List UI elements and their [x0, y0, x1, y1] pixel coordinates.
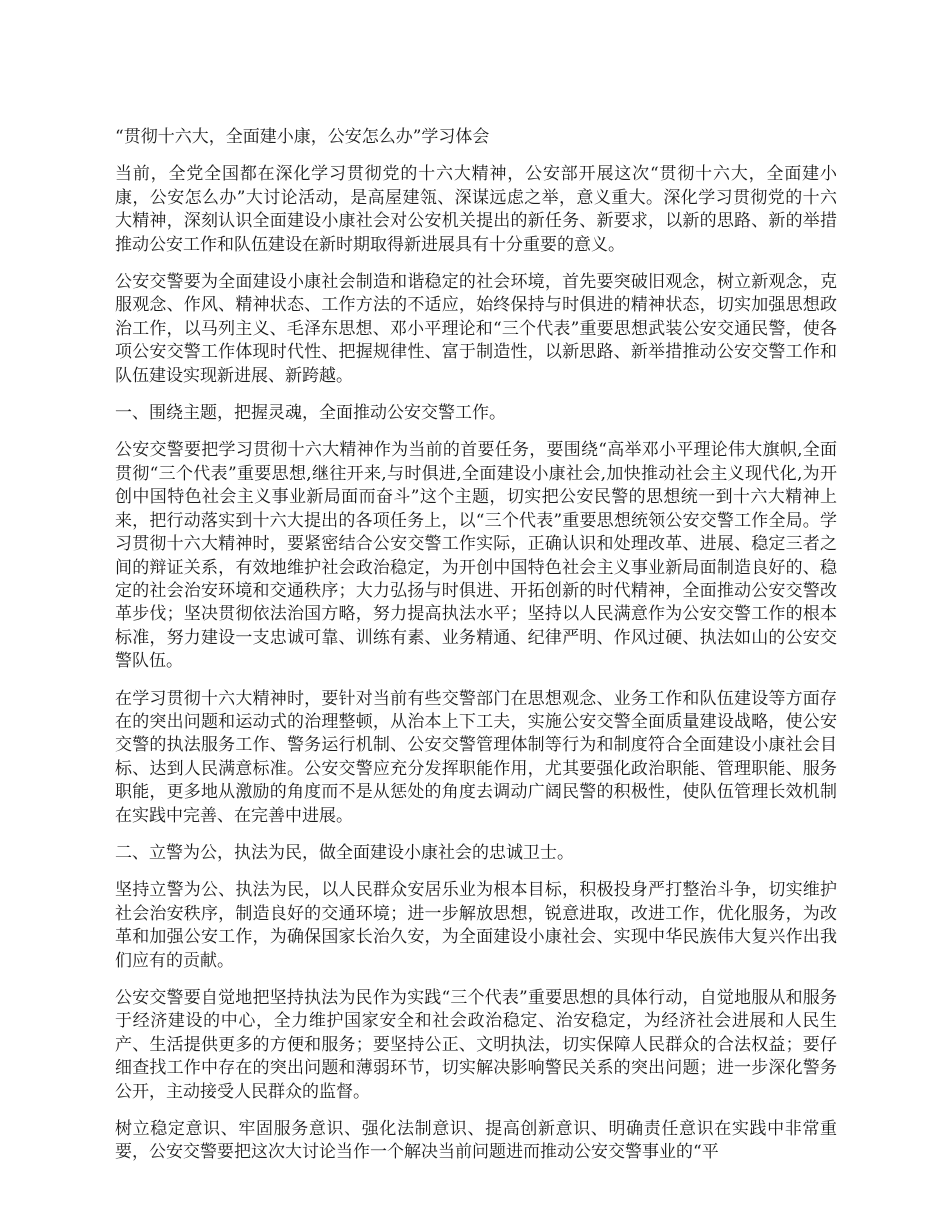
document-title: “贯彻十六大，全面建小康，公安怎么办”学习体会 — [115, 127, 490, 147]
paragraph-quality: 在学习贯彻十六大精神时，要针对当前有些交警部门在思想观念、业务工作和队伍建设等方面存在的突出问题和运动式的治理整顿，从治本上下工夫，实施公安交警全面质量建设战略，使公安交警的执法服务工作、警务运行机制、公安交警管理体制等行为和制度符合全面建设小康社会目标、达到人民满意标准。公安交警应充分发挥职能作用，尤其要强化政治职能、管理职能、服务职能，更多地从激励的角度而不是从惩处的角度去调动广阔民警的积极性，使队伍管理长效机制在实践中完善、在完善中进展。 — [115, 688, 837, 826]
paragraph-public-service: 坚持立警为公、执法为民，以人民群众安居乐业为根本目标，积极投身严打整治斗争，切实维护社会治安秩序，制造良好的交通环境；进一步解放思想，锐意进取，改进工作，优化服务，为改革和加强公安工作，为确保国家长治久安，为全面建设小康社会、实现中华民族伟大复兴作出我们应有的贡献。 — [115, 880, 837, 971]
paragraph-awareness: 树立稳定意识、牢固服务意识、强化法制意识、提高创新意识、明确责任意识在实践中非常重要，公安交警要把这次大讨论当作一个解决当前问题进而推动公安交警事业的“平 — [115, 1119, 837, 1163]
section-heading-1: 一、围绕主题，把握灵魂，全面推动公安交警工作。 — [115, 403, 506, 424]
document-page — [115, 126, 837, 1179]
paragraph-intro: 当前，全党全国都在深化学习贯彻党的十六大精神，公安部开展这次“贯彻十六大，全面建小康，公安怎么办”大讨论活动，是高屋建瓴、深谋远虑之举，意义重大。深化学习贯彻党的十六大精神，深刻认识全面建设小康社会对公安机关提出的新任务、新要求，以新的思路、新的举措推动公安工作和队伍建设在新时期取得新进展具有十分重要的意义。 — [115, 164, 837, 255]
paragraph-law-enforcement: 公安交警要自觉地把坚持执法为民作为实践“三个代表”重要思想的具体行动，自觉地服从和服务于经济建设的中心，全力维护国家安全和社会政治稳定、治安稳定，为经济社会进展和人民生产、生活提供更多的方便和服务；要坚持公正、文明执法，切实保障人民群众的合法权益；要仔细查找工作中存在的突出问题和薄弱环节，切实解决影响警民关系的突出问题；进一步深化警务公开，主动接受人民群众的监督。 — [115, 988, 837, 1102]
paragraph-theme: 公安交警要把学习贯彻十六大精神作为当前的首要任务，要围绕“高举邓小平理论伟大旗帜,全面贯彻“三个代表”重要思想,继往开来,与时俱进,全面建设小康社会,加快推动社会主义现代化,为开创中国特色社会主义事业新局面而奋斗”这个主题，切实把公安民警的思想统一到十六大精神上来，把行动落实到十六大提出的各项任务上，以“三个代表”重要思想统领公安交警工作全局。学习贯彻十六大精神时，要紧密结合公安交警工作实际，正确认识和处理改革、进展、稳定三者之间的辩证关系，有效地维护社会政治稳定，为开创中国特色社会主义事业新局面制造良好的、稳定的社会治安环境和交通秩序；大力弘扬与时俱进、开拓创新的时代精神，全面推动公安交警改革步伐；坚决贯彻依法治国方略，努力提高执法水平；坚持以人民满意作为公安交警工作的根本标准，努力建设一支忠诚可靠、训练有素、业务精通、纪律严明、作风过硬、执法如山的公安交警队伍。 — [115, 440, 837, 672]
paragraph-environment: 公安交警要为全面建设小康社会制造和谐稳定的社会环境，首先要突破旧观念，树立新观念，克服观念、作风、精神状态、工作方法的不适应，始终保持与时俱进的精神状态，切实加强思想政治工作，以马列主义、毛泽东思想、邓小平理论和“三个代表”重要思想武装公安交通民警，使各项公安交警工作体现时代性、把握规律性、富于制造性，以新思路、新举措推动公安交警工作和队伍建设实现新进展、新跨越。 — [115, 272, 837, 386]
section-heading-2: 二、立警为公，执法为民，做全面建设小康社会的忠诚卫士。 — [115, 842, 574, 863]
